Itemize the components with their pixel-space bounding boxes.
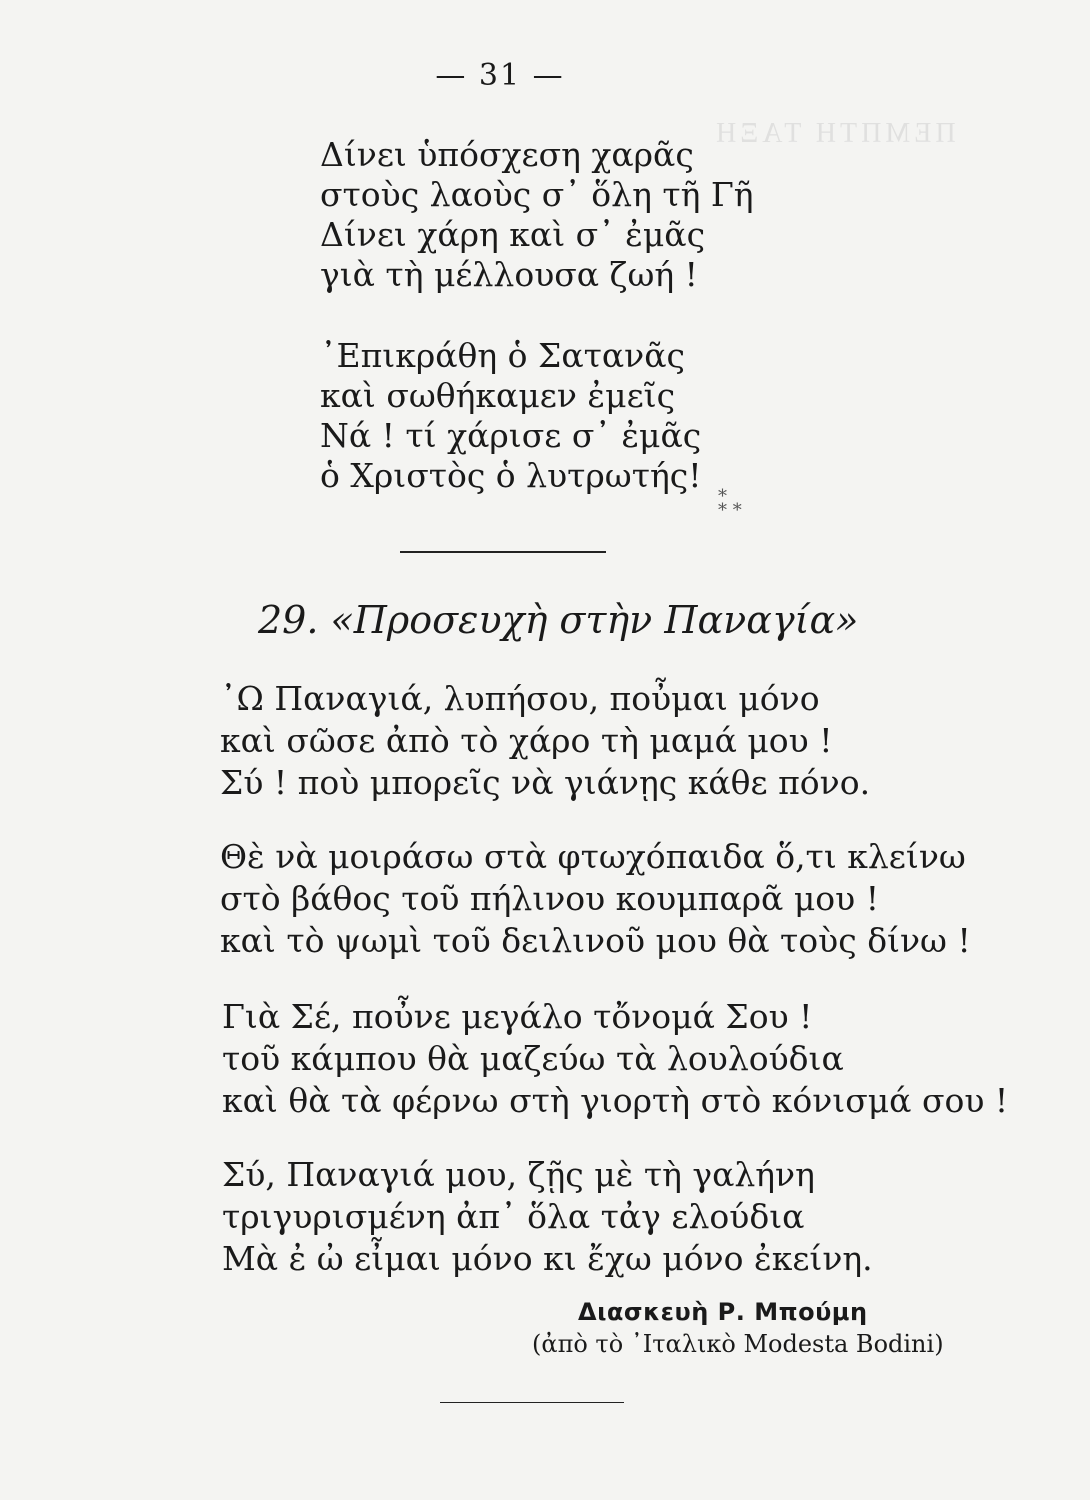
verse-line: καὶ σωθήκαμεν ἐμεῖς (320, 376, 676, 415)
verse-line: στοὺς λαοὺς σ᾿ ὅλη τῆ Γῆ (320, 175, 754, 214)
verse-line: τοῦ κάμπου θὰ μαζεύω τὰ λουλούδια (222, 1039, 844, 1078)
verse-line: τριγυρισμένη ἀπ᾿ ὅλα τἀγ ελούδια (222, 1197, 805, 1236)
poem-title: 29. «Προσευχὴ στὴν Παναγία» (258, 598, 859, 642)
poem-stanza-2 (220, 836, 971, 962)
stanza-1 (320, 135, 754, 295)
poem-stanza-1 (220, 678, 870, 804)
asterisks: * * * (718, 486, 742, 521)
verse-line: καὶ σῶσε ἀπὸ τὸ χάρο τὴ μαμά μου ! (220, 721, 833, 760)
verse-line: καὶ θὰ τὰ φέρνω στὴ γιορτὴ στὸ κόνισμά σου ! (222, 1081, 1009, 1120)
bleed-through-header: ΠΕΜΠΤΗ ΤΑΞΗ (712, 118, 956, 149)
verse-line: Δίνει ὑπόσχεση χαρᾶς (320, 135, 694, 174)
verse-line: ᾿Ω Παναγιά, λυπήσου, ποὖμαι μόνο (220, 679, 820, 718)
stanza-2 (320, 336, 701, 496)
verse-line: καὶ τὸ ψωμὶ τοῦ δειλινοῦ μου θὰ τοὺς δίνω ! (220, 921, 971, 960)
verse-line: Δίνει χάρη καὶ σ᾿ ἐμᾶς (320, 215, 706, 254)
verse-line: Σύ ! ποὺ μπορεῖς νὰ γιάνῃς κάθε πόνο. (220, 763, 871, 802)
verse-line: Γιὰ Σέ, ποὖνε μεγάλο τὄνομά Σου ! (222, 997, 813, 1036)
end-divider (440, 1402, 624, 1403)
poem-stanza-4 (222, 1154, 873, 1280)
verse-line: Νά ! τί χάρισε σ᾿ ἐμᾶς (320, 416, 702, 455)
verse-line: γιὰ τὴ μέλλουσα ζωή ! (320, 255, 698, 294)
verse-line: Μὰ ἐ ὠ εἶμαι μόνο κι ἔχω μόνο ἐκείνη. (222, 1239, 873, 1278)
source-credit: (ἀπὸ τὸ ᾿Ιταλικὸ Modesta Bodini) (532, 1330, 944, 1358)
verse-line: Θὲ νὰ μοιράσω στὰ φτωχόπαιδα ὅ,τι κλείνω (220, 837, 966, 876)
section-divider (400, 551, 606, 553)
poem-stanza-3 (222, 996, 1008, 1122)
verse-line: ᾿Επικράθη ὁ Σατανᾶς (320, 336, 685, 375)
verse-line: στὸ βάθος τοῦ πήλινου κουμπαρᾶ μου ! (220, 879, 879, 918)
verse-line: ὁ Χριστὸς ὁ λυτρωτής! (320, 456, 702, 495)
page-number: — 31 — (435, 58, 565, 93)
author-credit: Διασκευὴ Ρ. Μπούμη (578, 1298, 868, 1326)
verse-line: Σύ, Παναγιά μου, ζῇς μὲ τὴ γαλήνη (222, 1155, 815, 1194)
